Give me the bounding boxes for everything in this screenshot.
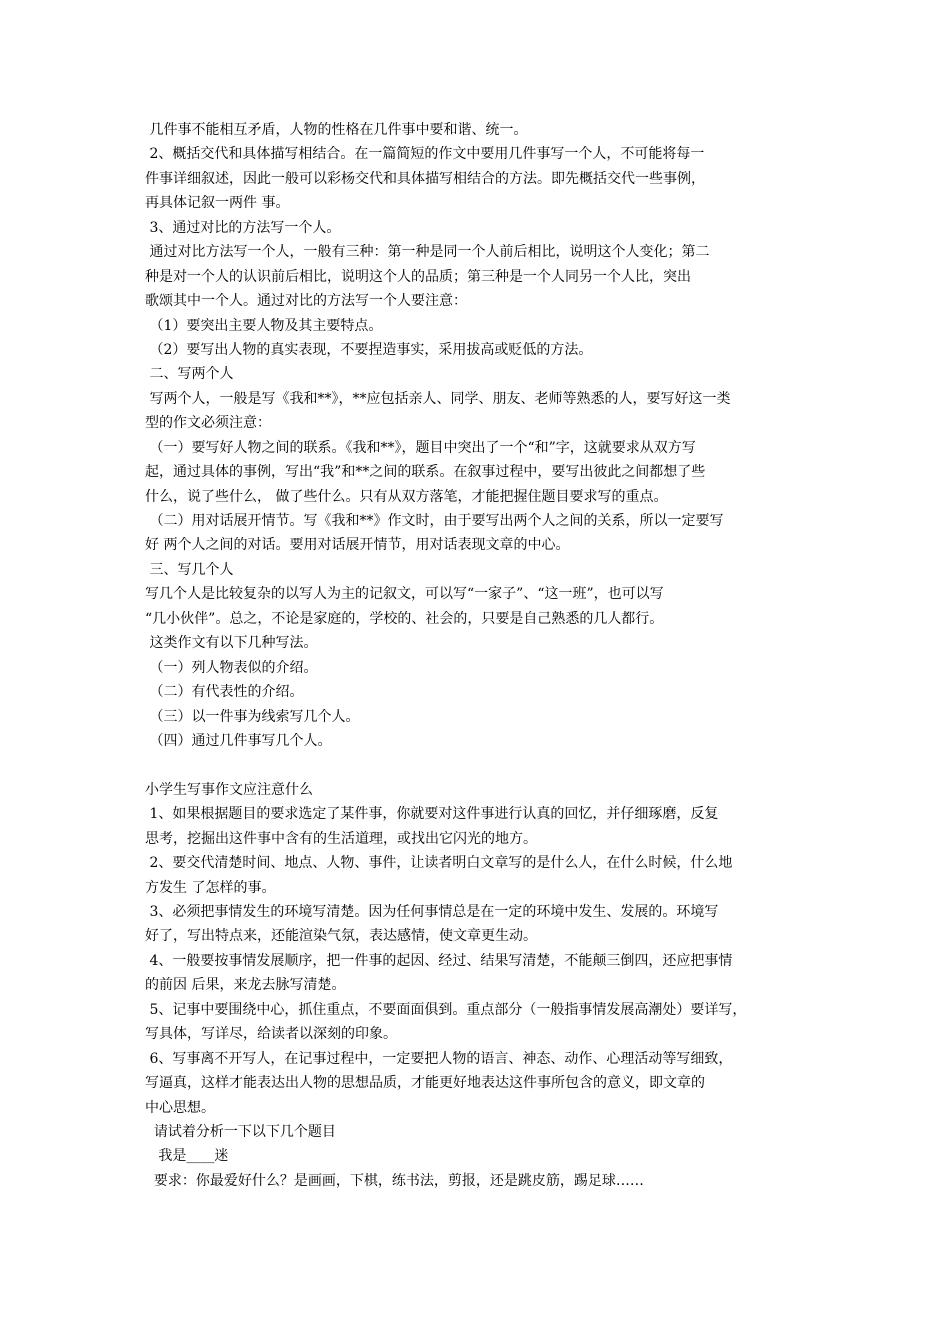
text-line: 写几个人是比较复杂的以写人为主的记叙文，可以写“一家子”、“这一班”，也可以写 xyxy=(145,586,664,603)
text-line: 这类作文有以下几种写法。 xyxy=(145,635,318,652)
list-item: （四）通过几件事写几个人。 xyxy=(145,732,332,749)
text-line: （一）要写好人物之间的联系。《我和**》，题目中突出了一个“和”字，这就要求从双方写 xyxy=(145,439,696,456)
text-line: 3、通过对比的方法写一个人。 xyxy=(145,219,341,236)
text-line: （1）要突出主要人物及其主要特点。 xyxy=(145,317,383,334)
text-line: （二）用对话展开情节。写《我和**》作文时，由于要写出两个人之间的关系，所以一定要写 xyxy=(145,513,724,529)
text-line: 请试着分析一下以下几个题目 xyxy=(145,1123,336,1140)
section-heading: 二、写两个人 xyxy=(145,366,234,383)
paragraph-gap xyxy=(145,753,825,777)
text-line: 好 两个人之间的对话。要用对话展开情节，用对话表现文章的中心。 xyxy=(145,537,570,554)
text-line: 3、必须把事情发生的环境写清楚。因为任何事情总是在一定的环境中发生、发展的。环境写 xyxy=(145,904,719,920)
list-item: （二）有代表性的介绍。 xyxy=(145,684,304,701)
exercise-title: 我是____迷 xyxy=(145,1148,229,1165)
exercise-requirement: 要求：你最爱好什么？是画画，下棋，练书法，剪报，还是跳皮筋，踢足球…… xyxy=(145,1172,644,1189)
text-line: 5、记事中要围绕中心，抓住重点，不要面面俱到。重点部分（一般指事情发展高潮处）要详写， xyxy=(145,1001,747,1018)
text-line: 几件事不能相互矛盾，人物的性格在几件事中要和谐、统一。 xyxy=(145,122,528,138)
text-line: 好了，写出特点来，还能渲染气氛，表达感情，使文章更生动。 xyxy=(145,928,537,945)
text-line: 4、一般要按事情发展顺序，把一件事的起因、经过、结果写清楚，不能颠三倒四，还应把事情 xyxy=(145,952,733,969)
text-line: 歌颂其中一个人。通过对比的方法写一个人要注意： xyxy=(145,293,467,310)
list-item: （三）以一件事为线索写几个人。 xyxy=(145,708,360,725)
list-item: （一）列人物表似的介绍。 xyxy=(145,659,318,676)
text-line: 写逼真，这样才能表达出人物的思想品质，才能更好地表达这件事所包含的意义，即文章的 xyxy=(145,1075,705,1092)
text-line: 种是对一个人的认识前后相比，说明这个人的品质；第三种是一个人同另一个人比，突出 xyxy=(145,268,691,285)
text-line: 型的作文必须注意： xyxy=(145,415,271,432)
text-line: 的前因 后果，来龙去脉写清楚。 xyxy=(145,977,346,994)
text-line: 2、概括交代和具体描写相结合。在一篇简短的作文中要用几件事写一个人，不可能将每一 xyxy=(145,146,705,163)
text-line: 中心思想。 xyxy=(145,1099,215,1116)
text-line: 6、写事离不开写人，在记事过程中，一定要把人物的语言、神态、动作、心理活动等写细致， xyxy=(145,1050,733,1067)
text-line: 思考，挖掘出这件事中含有的生活道理，或找出它闪光的地方。 xyxy=(145,830,537,847)
text-line: 1、如果根据题目的要求选定了某件事，你就要对这件事进行认真的回忆，并仔细琢磨，反复 xyxy=(145,806,719,823)
section-heading: 三、写几个人 xyxy=(145,561,234,578)
text-line: 写具体，写详尽，给读者以深刻的印象。 xyxy=(145,1026,397,1043)
text-line: 件事详细叙述，因此一般可以彩杨交代和具体描写相结合的方法。即先概括交代一些事例， xyxy=(145,170,705,187)
text-line: 2、要交代清楚时间、地点、人物、事件，让读者明白文章写的是什么人，在什么时候，什么地 xyxy=(145,855,733,872)
text-line: 通过对比方法写一个人，一般有三种：第一种是同一个人前后相比，说明这个人变化；第二 xyxy=(145,244,710,261)
text-line: 方发生 了怎样的事。 xyxy=(145,879,276,896)
document-body xyxy=(145,118,825,1193)
section-title: 小学生写事作文应注意什么 xyxy=(145,781,313,798)
text-line: 再具体记叙一两件 事。 xyxy=(145,195,290,212)
text-line: “几小伙伴”。总之，不论是家庭的，学校的、社会的，只要是自己熟悉的几人都行。 xyxy=(145,610,664,627)
text-line: （2）要写出人物的真实表现，不要捏造事实，采用拔高或贬低的方法。 xyxy=(145,341,593,358)
text-line: 起，通过具体的事例，写出“我”和**之间的联系。在叙事过程中，要写出彼此之间都想了些 xyxy=(145,464,706,481)
text-line: 写两个人，一般是写《我和**》，**应包括亲人、同学、朋友、老师等熟悉的人，要写好这一类 xyxy=(145,390,731,407)
text-line: 什么，说了些什么， 做了些什么。只有从双方落笔，才能把握住题目要求写的重点。 xyxy=(145,488,668,505)
